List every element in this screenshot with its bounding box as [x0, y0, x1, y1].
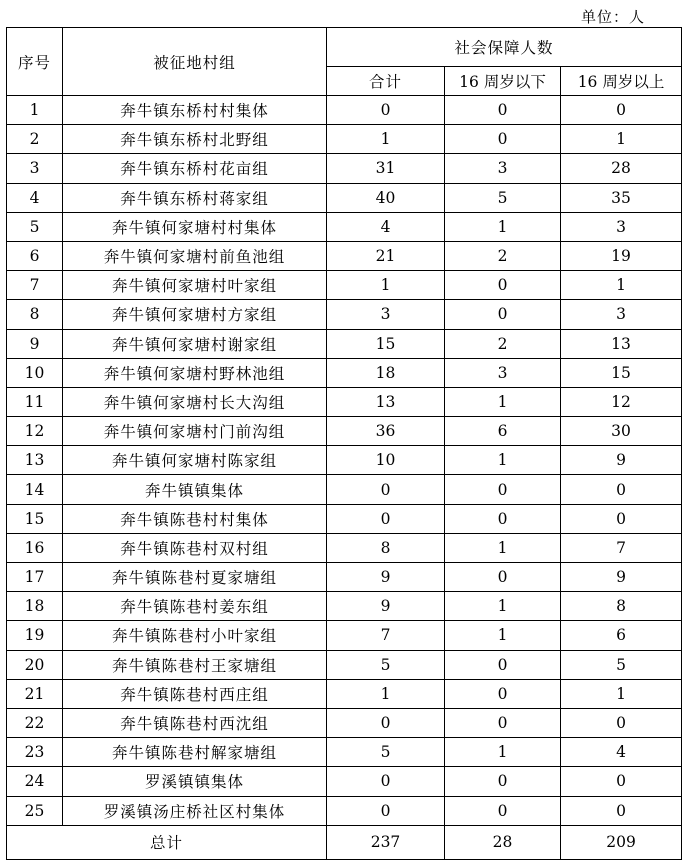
- row-village-name: 奔牛镇何家塘村叶家组: [63, 271, 327, 300]
- table-row: [7, 708, 682, 737]
- row-total: 5: [327, 738, 445, 767]
- row-total: 18: [327, 358, 445, 387]
- row-serial-number: 11: [7, 387, 63, 416]
- row-serial-number: 4: [7, 183, 63, 212]
- header-under-16: 16 周岁以下: [445, 67, 561, 96]
- row-under-16: 1: [445, 533, 561, 562]
- row-under-16: 0: [445, 767, 561, 796]
- table-row: [7, 241, 682, 270]
- row-total: 31: [327, 154, 445, 183]
- table-row: [7, 183, 682, 212]
- row-village-name: 奔牛镇何家塘村村集体: [63, 212, 327, 241]
- table-row: [7, 446, 682, 475]
- row-over-16: 0: [561, 504, 682, 533]
- row-under-16: 3: [445, 358, 561, 387]
- row-village-name: 奔牛镇陈巷村姜东组: [63, 592, 327, 621]
- row-village-name: 奔牛镇何家塘村长大沟组: [63, 387, 327, 416]
- row-over-16: 4: [561, 738, 682, 767]
- row-over-16: 3: [561, 212, 682, 241]
- row-over-16: 30: [561, 417, 682, 446]
- row-over-16: 35: [561, 183, 682, 212]
- row-total: 1: [327, 125, 445, 154]
- row-total: 0: [327, 96, 445, 125]
- row-village-name: 罗溪镇汤庄桥社区村集体: [63, 796, 327, 825]
- row-serial-number: 10: [7, 358, 63, 387]
- row-total: 36: [327, 417, 445, 446]
- row-over-16: 8: [561, 592, 682, 621]
- row-over-16: 15: [561, 358, 682, 387]
- row-total: 15: [327, 329, 445, 358]
- total-under-16: 28: [445, 825, 561, 859]
- table-row: [7, 621, 682, 650]
- row-under-16: 1: [445, 738, 561, 767]
- total-sum: 237: [327, 825, 445, 859]
- row-over-16: 7: [561, 533, 682, 562]
- table-row: [7, 679, 682, 708]
- row-village-name: 奔牛镇何家塘村方家组: [63, 300, 327, 329]
- row-over-16: 13: [561, 329, 682, 358]
- row-village-name: 奔牛镇东桥村蒋家组: [63, 183, 327, 212]
- row-over-16: 0: [561, 767, 682, 796]
- table-row: [7, 387, 682, 416]
- row-over-16: 9: [561, 563, 682, 592]
- table-row: [7, 358, 682, 387]
- row-serial-number: 6: [7, 241, 63, 270]
- row-under-16: 6: [445, 417, 561, 446]
- table-row: [7, 417, 682, 446]
- row-over-16: 6: [561, 621, 682, 650]
- row-serial-number: 2: [7, 125, 63, 154]
- row-serial-number: 20: [7, 650, 63, 679]
- row-serial-number: 8: [7, 300, 63, 329]
- row-village-name: 奔牛镇东桥村花亩组: [63, 154, 327, 183]
- row-village-name: 奔牛镇何家塘村前鱼池组: [63, 241, 327, 270]
- row-over-16: 9: [561, 446, 682, 475]
- row-total: 0: [327, 504, 445, 533]
- unit-label: 单位：人: [581, 8, 646, 26]
- row-village-name: 奔牛镇何家塘村门前沟组: [63, 417, 327, 446]
- row-under-16: 5: [445, 183, 561, 212]
- row-under-16: 2: [445, 241, 561, 270]
- row-village-name: 奔牛镇何家塘村谢家组: [63, 329, 327, 358]
- header-serial-number: 序号: [7, 28, 63, 96]
- row-village-name: 奔牛镇镇集体: [63, 475, 327, 504]
- row-total: 9: [327, 563, 445, 592]
- row-total: 4: [327, 212, 445, 241]
- row-serial-number: 1: [7, 96, 63, 125]
- row-village-name: 奔牛镇陈巷村解家塘组: [63, 738, 327, 767]
- row-village-name: 奔牛镇东桥村北野组: [63, 125, 327, 154]
- row-total: 9: [327, 592, 445, 621]
- row-total: 0: [327, 796, 445, 825]
- row-serial-number: 5: [7, 212, 63, 241]
- row-over-16: 0: [561, 96, 682, 125]
- row-village-name: 奔牛镇何家塘村野林池组: [63, 358, 327, 387]
- row-serial-number: 24: [7, 767, 63, 796]
- row-serial-number: 25: [7, 796, 63, 825]
- total-label: 总计: [7, 825, 327, 859]
- row-under-16: 0: [445, 563, 561, 592]
- row-under-16: 0: [445, 796, 561, 825]
- table-row: [7, 300, 682, 329]
- row-total: 3: [327, 300, 445, 329]
- row-total: 8: [327, 533, 445, 562]
- row-serial-number: 17: [7, 563, 63, 592]
- row-over-16: 5: [561, 650, 682, 679]
- table-row: [7, 154, 682, 183]
- row-total: 5: [327, 650, 445, 679]
- table-body: [7, 96, 682, 826]
- row-serial-number: 9: [7, 329, 63, 358]
- row-under-16: 0: [445, 96, 561, 125]
- row-total: 40: [327, 183, 445, 212]
- row-serial-number: 22: [7, 708, 63, 737]
- row-village-name: 奔牛镇陈巷村王家塘组: [63, 650, 327, 679]
- row-total: 0: [327, 708, 445, 737]
- row-over-16: 0: [561, 475, 682, 504]
- row-total: 21: [327, 241, 445, 270]
- row-serial-number: 18: [7, 592, 63, 621]
- row-total: 7: [327, 621, 445, 650]
- table-row: [7, 796, 682, 825]
- row-over-16: 0: [561, 708, 682, 737]
- header-village-group: 被征地村组: [63, 28, 327, 96]
- row-total: 13: [327, 387, 445, 416]
- table-row: [7, 592, 682, 621]
- table-row: [7, 650, 682, 679]
- social-security-table: [6, 27, 682, 860]
- table-row: [7, 212, 682, 241]
- row-under-16: 0: [445, 504, 561, 533]
- row-total: 10: [327, 446, 445, 475]
- table-row: [7, 96, 682, 125]
- row-village-name: 奔牛镇何家塘村陈家组: [63, 446, 327, 475]
- total-over-16: 209: [561, 825, 682, 859]
- header-social-security-count: 社会保障人数: [327, 28, 682, 67]
- table-row: [7, 504, 682, 533]
- table-row: [7, 125, 682, 154]
- table-row: [7, 767, 682, 796]
- row-total: 0: [327, 475, 445, 504]
- row-over-16: 12: [561, 387, 682, 416]
- row-serial-number: 21: [7, 679, 63, 708]
- row-village-name: 奔牛镇陈巷村夏家塘组: [63, 563, 327, 592]
- row-total: 1: [327, 679, 445, 708]
- row-serial-number: 12: [7, 417, 63, 446]
- row-village-name: 奔牛镇东桥村村集体: [63, 96, 327, 125]
- row-under-16: 1: [445, 446, 561, 475]
- row-serial-number: 14: [7, 475, 63, 504]
- row-over-16: 1: [561, 679, 682, 708]
- row-over-16: 28: [561, 154, 682, 183]
- row-total: 1: [327, 271, 445, 300]
- row-serial-number: 7: [7, 271, 63, 300]
- row-under-16: 1: [445, 621, 561, 650]
- row-under-16: 1: [445, 592, 561, 621]
- table-row: [7, 271, 682, 300]
- row-under-16: 3: [445, 154, 561, 183]
- row-under-16: 1: [445, 387, 561, 416]
- row-over-16: 1: [561, 271, 682, 300]
- row-over-16: 3: [561, 300, 682, 329]
- row-village-name: 奔牛镇陈巷村小叶家组: [63, 621, 327, 650]
- row-over-16: 19: [561, 241, 682, 270]
- row-under-16: 0: [445, 300, 561, 329]
- row-serial-number: 23: [7, 738, 63, 767]
- row-serial-number: 3: [7, 154, 63, 183]
- row-village-name: 奔牛镇陈巷村西沈组: [63, 708, 327, 737]
- row-over-16: 1: [561, 125, 682, 154]
- row-under-16: 0: [445, 125, 561, 154]
- row-serial-number: 19: [7, 621, 63, 650]
- row-village-name: 罗溪镇镇集体: [63, 767, 327, 796]
- row-village-name: 奔牛镇陈巷村村集体: [63, 504, 327, 533]
- table-row: [7, 329, 682, 358]
- row-over-16: 0: [561, 796, 682, 825]
- header-over-16: 16 周岁以上: [561, 67, 682, 96]
- row-total: 0: [327, 767, 445, 796]
- table-row: [7, 738, 682, 767]
- header-total: 合计: [327, 67, 445, 96]
- row-under-16: 0: [445, 679, 561, 708]
- total-row: [7, 825, 682, 859]
- row-under-16: 0: [445, 271, 561, 300]
- row-serial-number: 15: [7, 504, 63, 533]
- row-serial-number: 16: [7, 533, 63, 562]
- row-under-16: 1: [445, 212, 561, 241]
- row-under-16: 0: [445, 708, 561, 737]
- row-under-16: 0: [445, 475, 561, 504]
- table-row: [7, 563, 682, 592]
- row-village-name: 奔牛镇陈巷村西庄组: [63, 679, 327, 708]
- table-row: [7, 533, 682, 562]
- row-serial-number: 13: [7, 446, 63, 475]
- row-under-16: 2: [445, 329, 561, 358]
- row-village-name: 奔牛镇陈巷村双村组: [63, 533, 327, 562]
- row-under-16: 0: [445, 650, 561, 679]
- table-row: [7, 475, 682, 504]
